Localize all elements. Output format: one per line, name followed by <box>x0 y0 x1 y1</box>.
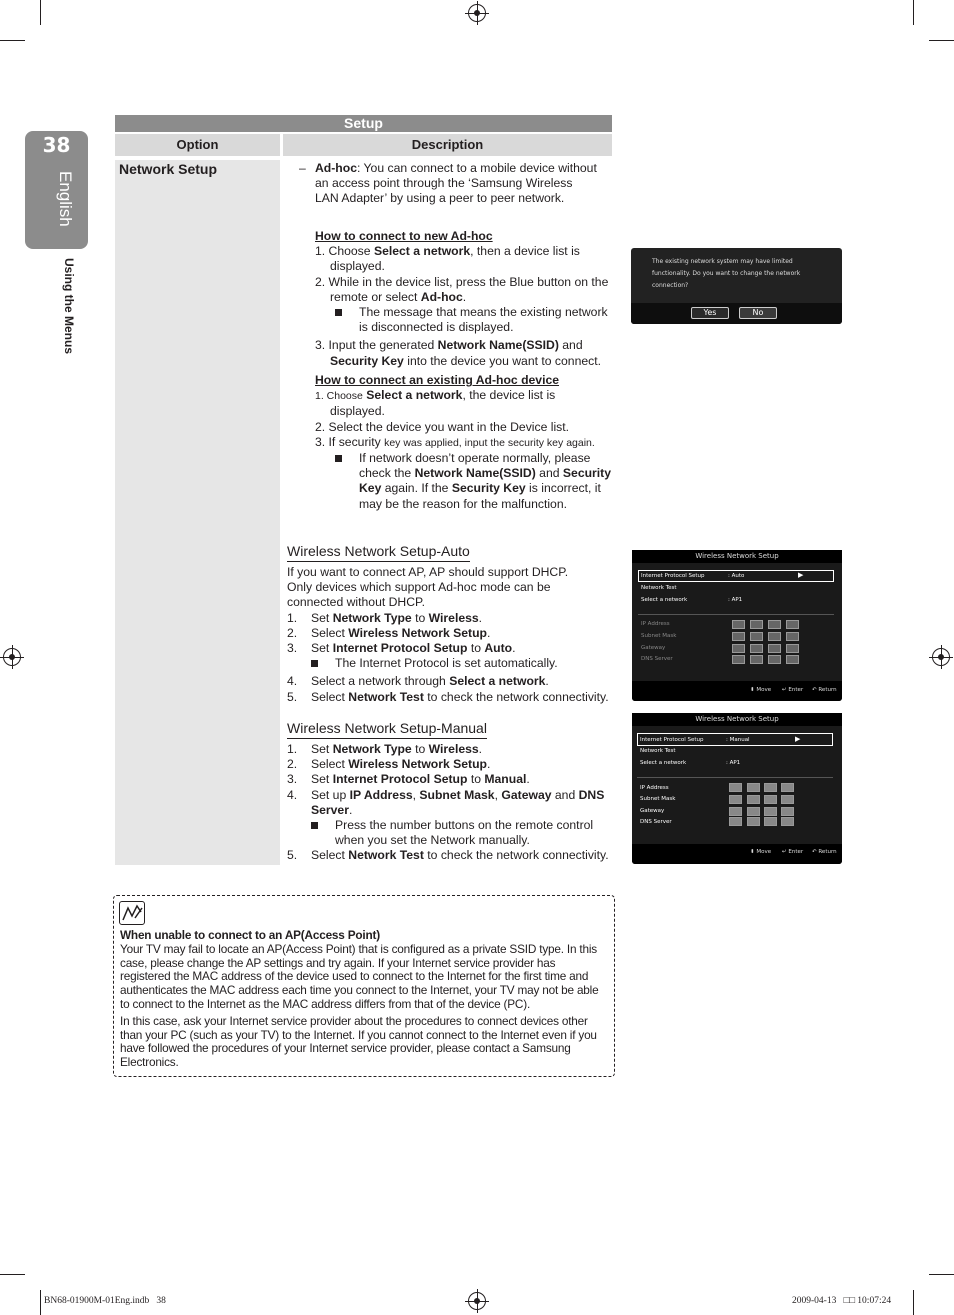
dns-field <box>732 655 745 664</box>
mask-field <box>732 632 745 641</box>
manual-section: Wireless Network Setup-Manual 1. Set Network Type to Wireless. 2. Select Wireless Network Setup. 3. Set Internet Protocol Setup to Manual. 4. Set up IP Address, Subnet Mask, Gateway and DNS Server. Press the number buttons on the remote control when you set the Network manually. 5. Select Network Test to check the network connectivity. <box>287 720 609 863</box>
crop-mark <box>0 1274 25 1275</box>
enter-hint: ↵ Enter <box>782 849 804 855</box>
option-column <box>115 160 280 865</box>
crop-mark <box>40 1290 41 1315</box>
ip-field[interactable] <box>764 783 777 792</box>
manual-note: Press the number buttons on the remote control when you set the Network manually. <box>335 818 594 848</box>
registration-mark-icon <box>468 1292 486 1310</box>
screen-footer <box>632 681 842 701</box>
dns-field <box>768 655 781 664</box>
gateway-field[interactable] <box>764 807 777 816</box>
ip-address-label: IP Address <box>640 785 669 791</box>
registration-mark-icon <box>932 648 950 666</box>
crop-mark <box>913 0 914 25</box>
ips-label: Internet Protocol Setup <box>641 573 705 579</box>
dialog-yes-button[interactable]: Yes <box>691 307 729 319</box>
select-network-item[interactable]: Select a network <box>641 597 688 603</box>
new-adhoc-heading: How to connect to new Ad-hoc <box>315 229 493 243</box>
return-hint: ↶ Return <box>812 849 837 855</box>
dns-field <box>750 655 763 664</box>
gateway-field[interactable] <box>729 807 742 816</box>
ip-field <box>732 620 745 629</box>
mask-field <box>768 632 781 641</box>
move-hint: ⬍ Move <box>750 849 772 855</box>
dns-field <box>786 655 799 664</box>
network-test-item[interactable]: Network Test <box>641 585 677 591</box>
gateway-label: Gateway <box>641 645 666 651</box>
wireless-setup-manual-screen <box>632 713 842 864</box>
mask-field <box>750 632 763 641</box>
crop-mark <box>0 40 25 41</box>
crop-mark <box>929 40 954 41</box>
ip-field[interactable] <box>781 783 794 792</box>
select-network-item[interactable]: Select a network <box>640 760 687 766</box>
mask-field[interactable] <box>781 795 794 804</box>
dns-server-label: DNS Server <box>641 656 673 662</box>
new-adhoc-section: How to connect to new Ad-hoc 1. Choose Select a network, then a device list is displayed. 2. While in the device list, press the Blue button on the remote or select Ad-hoc. The message that means the existing network is disconnected is displayed. 3. Input the generated Network Name(SSID) and Security Key into the device you want to connect. <box>315 229 612 369</box>
screen-footer <box>632 844 842 864</box>
select-network-value: : AP1 <box>728 597 743 603</box>
auto-intro: If you want to connect AP, AP should support DHCP. Only devices which support Ad-hoc mode can be connected without DHCP. <box>287 565 569 610</box>
crop-mark <box>40 0 41 25</box>
language-label: English <box>56 171 75 227</box>
subnet-mask-label: Subnet Mask <box>640 796 676 802</box>
ip-address-label: IP Address <box>641 621 670 627</box>
network-change-dialog <box>631 248 842 324</box>
gateway-field[interactable] <box>747 807 760 816</box>
wireless-setup-auto-screen <box>632 550 842 701</box>
adhoc-description: – Ad-hoc: You can connect to a mobile device without an access point through the ‘Samsung Wireless LAN Adapter’ by using a peer to peer network. <box>299 161 597 206</box>
manual-heading: Wireless Network Setup-Manual <box>287 720 487 739</box>
ips-label: Internet Protocol Setup <box>640 737 704 743</box>
select-network-value: : AP1 <box>726 760 741 766</box>
gateway-field <box>750 644 763 653</box>
subnet-mask-label: Subnet Mask <box>641 633 677 639</box>
auto-note: The Internet Protocol is set automatically. <box>335 656 558 671</box>
footer-date: 2009-04-13 □□ 10:07:24 <box>792 1296 892 1306</box>
note-body <box>120 929 608 1070</box>
note-paragraph: In this case, ask your Internet service provider about the procedures to connect devices other than your PC (such as your TV) to the Internet. If you cannot connect to the Internet even if you have followed the procedures of your Internet service provider, please contact a Samsung Electronics. <box>120 1013 597 1070</box>
dns-field[interactable] <box>747 817 760 826</box>
gateway-label: Gateway <box>640 808 665 814</box>
option-network-setup: Network Setup <box>119 161 218 177</box>
dns-field[interactable] <box>764 817 777 826</box>
dialog-button-bar <box>631 303 842 324</box>
registration-mark-icon <box>468 4 486 22</box>
page-number: 38 <box>42 133 71 157</box>
arrow-right-icon: ▶ <box>798 571 804 579</box>
mask-field[interactable] <box>747 795 760 804</box>
ip-field <box>750 620 763 629</box>
dns-server-label: DNS Server <box>640 819 672 825</box>
auto-section: Wireless Network Setup-Auto If you want to connect AP, AP should support DHCP. Only devices which support Ad-hoc mode can be connected without DHCP. 1. Set Network Type to Wireless. 2. Select Wireless Network Setup. 3. Set Internet Protocol Setup to Auto. The Internet Protocol is set automatically. 4. Select a network through Select a network. 5. Select Network Test to check the network connectivity. <box>287 543 609 704</box>
network-test-item[interactable]: Network Test <box>640 748 676 754</box>
note-pencil-icon <box>119 901 145 925</box>
existing-adhoc-heading: How to connect an existing Ad-hoc device <box>315 373 560 387</box>
dns-field[interactable] <box>781 817 794 826</box>
return-hint: ↶ Return <box>812 687 837 693</box>
gateway-field[interactable] <box>781 807 794 816</box>
ip-field[interactable] <box>729 783 742 792</box>
ip-field <box>768 620 781 629</box>
crop-mark <box>929 1274 954 1275</box>
column-header-description: Description <box>283 134 612 156</box>
note-title: When unable to connect to an AP(Access Point) <box>120 928 380 942</box>
registration-mark-icon <box>3 648 21 666</box>
gateway-field <box>786 644 799 653</box>
mask-field[interactable] <box>764 795 777 804</box>
gateway-field <box>768 644 781 653</box>
enter-hint: ↵ Enter <box>782 687 804 693</box>
table-title: Setup <box>115 115 612 132</box>
screen-title: Wireless Network Setup <box>632 713 842 726</box>
arrow-right-icon: ▶ <box>795 735 801 743</box>
existing-adhoc-section: How to connect an existing Ad-hoc device 1. Choose Select a network, the device list is displayed. 2. Select the device you want in the Device list. 3. If security key was applied, input the security key again. If network doesn’t operate normally, please check the Network Name(SSID) and Security Key again. If the Security Key is incorrect, it may be the reason for the malfunction. <box>315 373 612 511</box>
ip-field[interactable] <box>747 783 760 792</box>
dialog-no-button[interactable]: No <box>739 307 777 319</box>
note-paragraph: Your TV may fail to locate an AP(Access Point) that is configured as a private SSID type. In this case, please change the AP settings and try again. If your Internet service provider has registered the MAC address of the device used to connect to the Internet for the first time and authenticates the MAC address each time you connect to the Internet, your TV may not be able to connect to the Internet as the MAC address differs from that of the device (PC). <box>120 941 599 1011</box>
language-tab <box>25 131 88 249</box>
divider <box>638 614 834 615</box>
divider <box>637 777 833 778</box>
mask-field[interactable] <box>729 795 742 804</box>
mask-field <box>786 632 799 641</box>
ips-value: : Auto <box>728 573 745 579</box>
section-label: Using the Menus <box>62 258 76 355</box>
auto-heading: Wireless Network Setup-Auto <box>287 543 470 562</box>
dns-field[interactable] <box>729 817 742 826</box>
column-header-option: Option <box>115 134 280 156</box>
gateway-field <box>732 644 745 653</box>
footer-file: BN68-01900M-01Eng.indb 38 <box>44 1296 166 1306</box>
screen-title: Wireless Network Setup <box>632 550 842 563</box>
crop-mark <box>913 1290 914 1315</box>
ip-field <box>786 620 799 629</box>
ips-value: : Manual <box>726 737 750 743</box>
dialog-message: The existing network system may have limited functionality. Do you want to change the network connection? <box>652 258 801 289</box>
move-hint: ⬍ Move <box>750 687 772 693</box>
